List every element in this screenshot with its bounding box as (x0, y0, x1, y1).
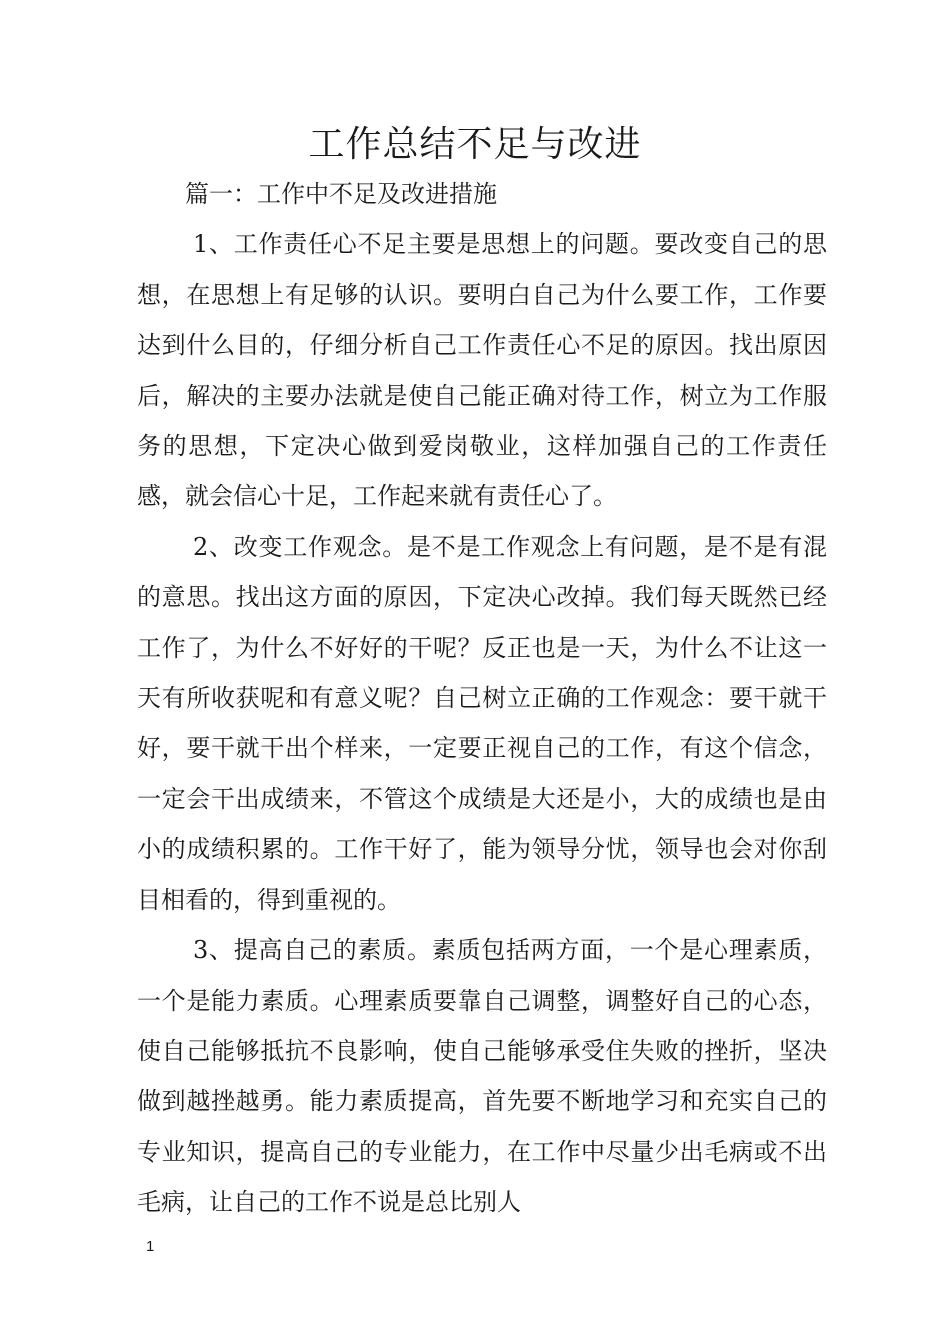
paragraph-2: 2、改变工作观念。是不是工作观念上有问题，是不是有混的意思。找出这方面的原因，下定决心改掉。我们每天既然已经工作了，为什么不好好的干呢？反正也是一天，为什么不让这一天有所收获呢和有意义呢？自己树立正确的工作观念：要干就干好，要干就干出个样来，一定要正视自己的工作，有这个信念，一定会干出成绩来，不管这个成绩是大还是小，大的成绩也是由小的成绩积累的。工作干好了，能为领导分忧，领导也会对你刮目相看的，得到重视的。 (137, 532, 827, 914)
paragraph-3: 3、提高自己的素质。素质包括两方面，一个是心理素质，一个是能力素质。心理素质要靠自己调整，调整好自己的心态，使自己能够抵抗不良影响，使自己能够承受住失败的挫折，坚决做到越挫越勇。能力素质提高，首先要不断地学习和充实自己的专业知识，提高自己的专业能力，在工作中尽量少出毛病或不出毛病，让自己的工作不说是总比别人 (137, 936, 827, 1217)
document-body (137, 169, 827, 1228)
paragraph-1: 1、工作责任心不足主要是思想上的问题。要改变自己的思想，在思想上有足够的认识。要明白自己为什么要工作，工作要达到什么目的，仔细分析自己工作责任心不足的原因。找出原因后，解决的主要办法就是使自己能正确对待工作，树立为工作服务的思想，下定决心做到爱岗敬业，这样加强自己的工作责任感，就会信心十足，工作起来就有责任心了。 (137, 230, 827, 511)
page-number: 1 (146, 1238, 155, 1255)
document-title: 工作总结不足与改进 (308, 124, 642, 166)
section-heading: 篇一：工作中不足及改进措施 (185, 180, 497, 208)
